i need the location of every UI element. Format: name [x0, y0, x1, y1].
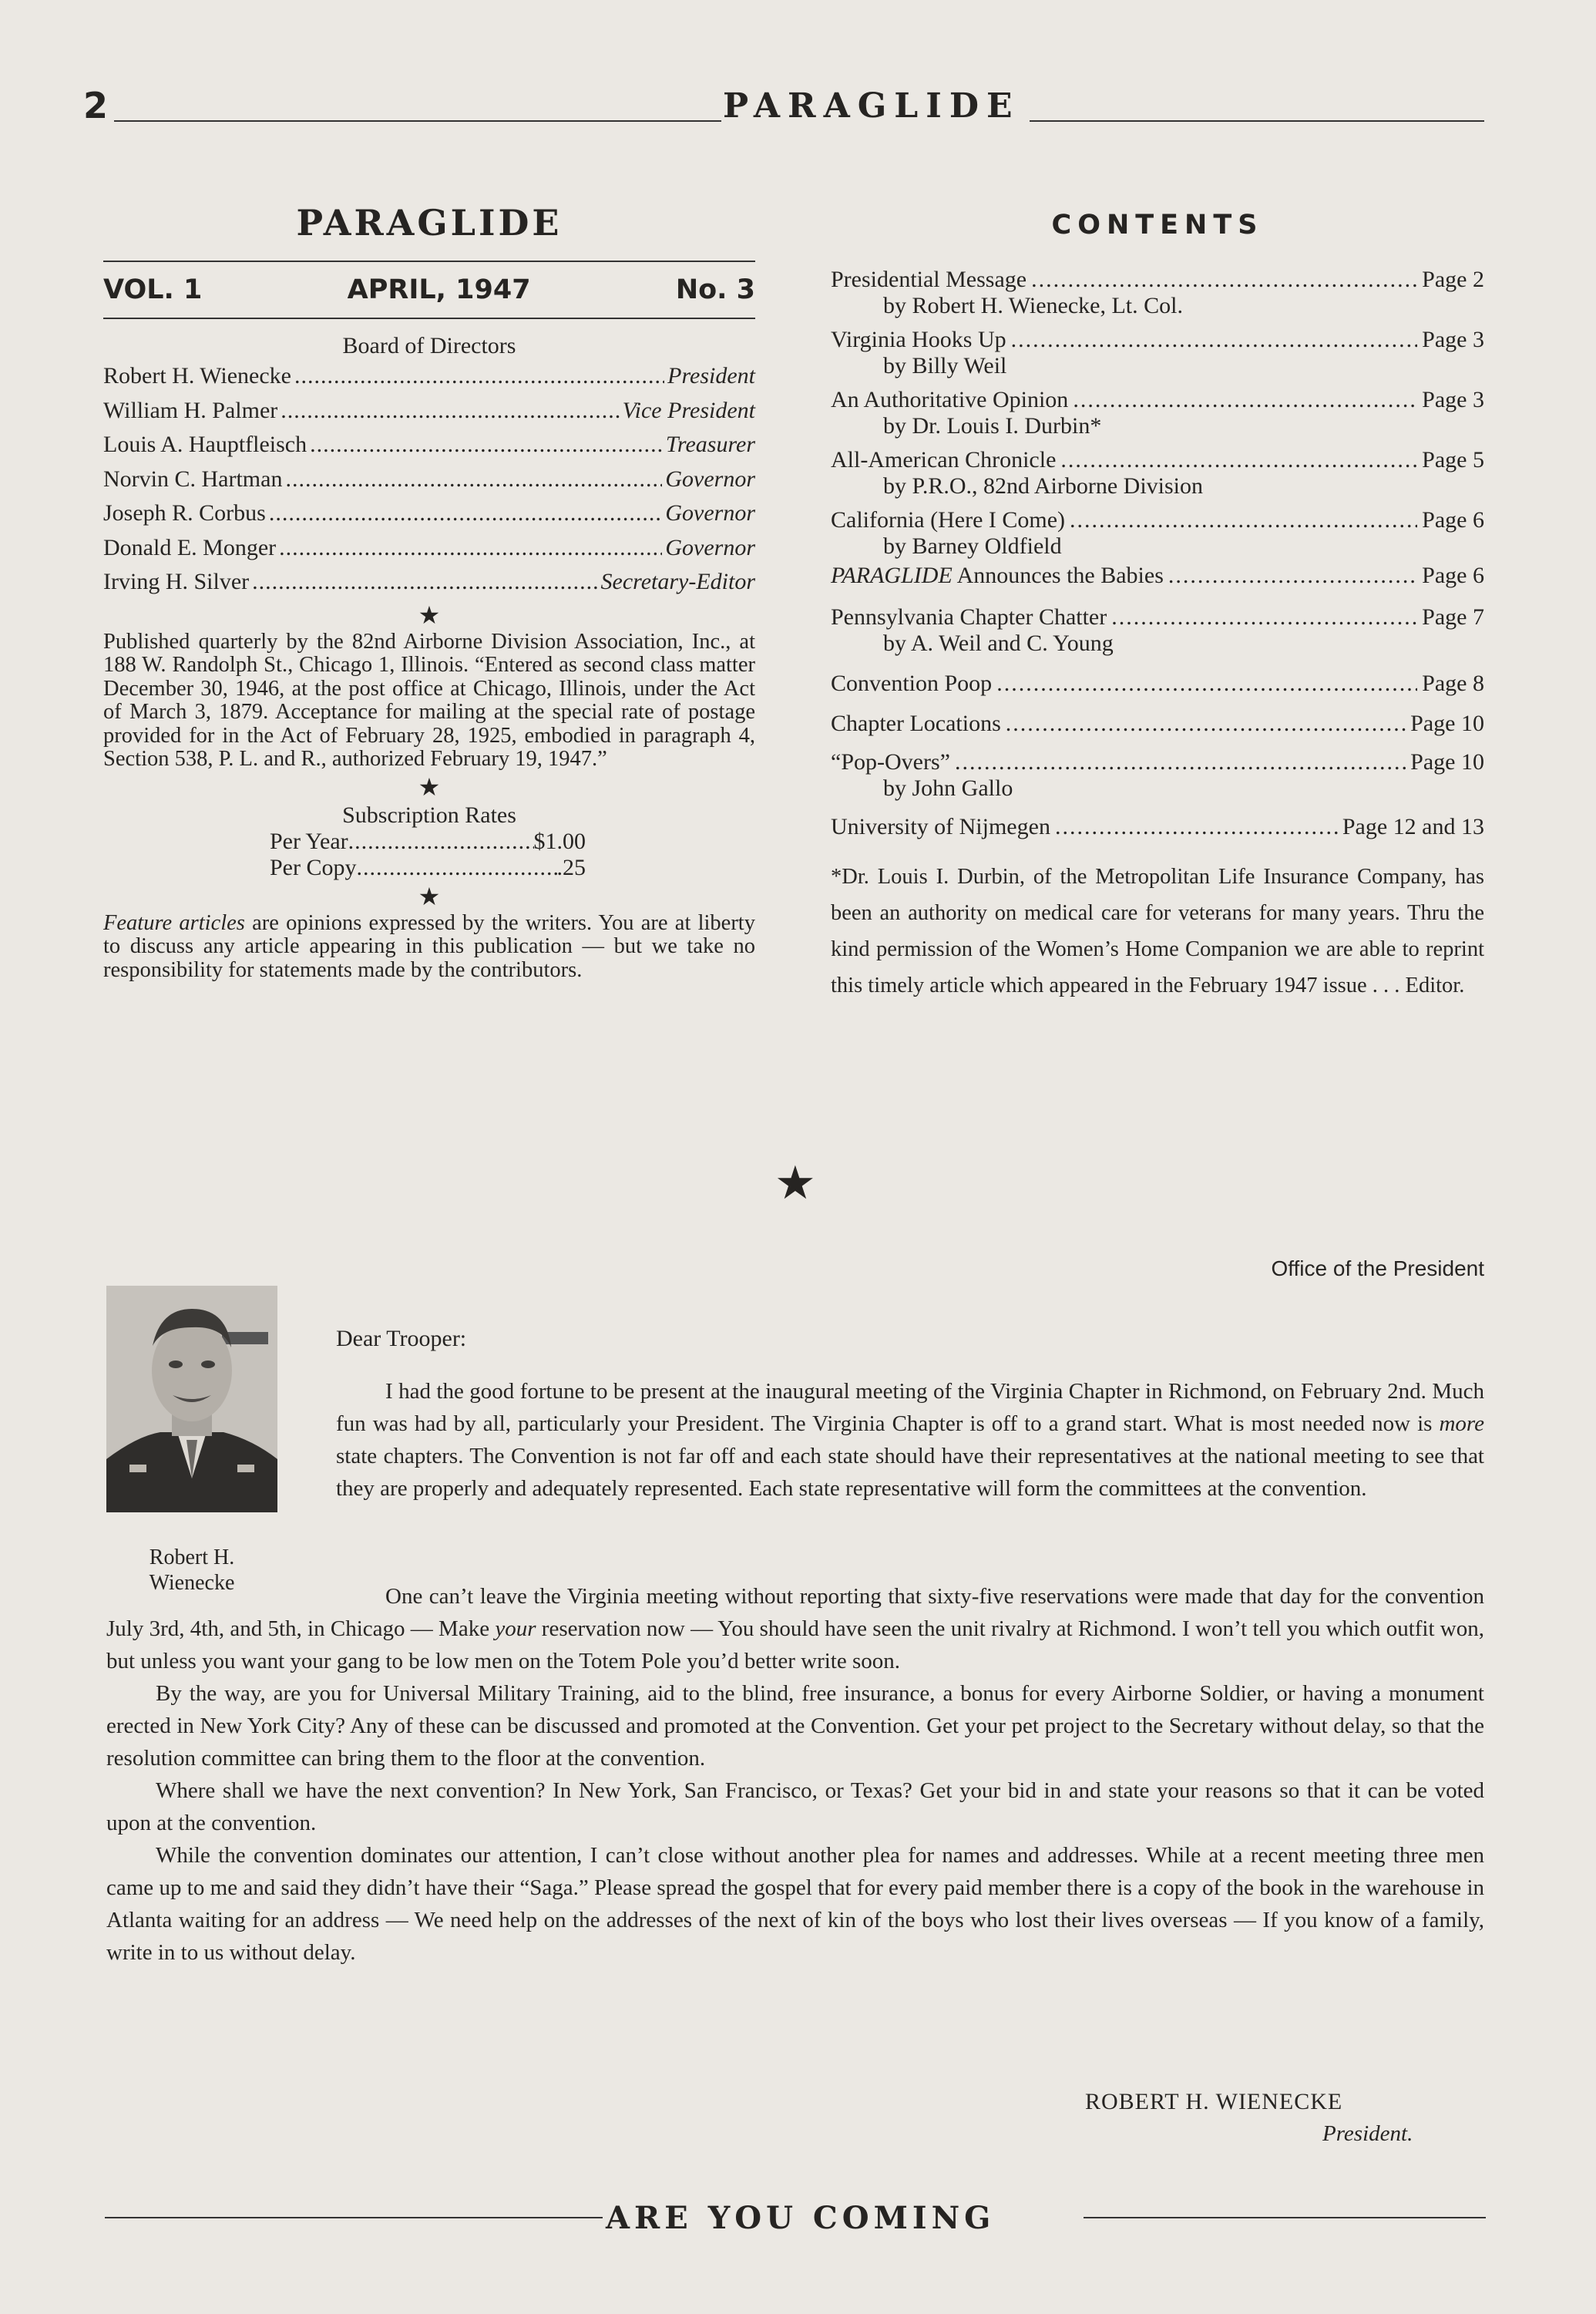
- toc-title: “Pop-Overs”: [831, 749, 950, 775]
- toc-page: Page 6: [1422, 563, 1484, 588]
- leader-dots: [996, 671, 1417, 697]
- leader-dots: [1111, 604, 1417, 631]
- contents-title: CONTENTS: [1051, 210, 1264, 240]
- star-icon: ★: [418, 882, 441, 910]
- toc-entry: [831, 604, 1484, 657]
- letter-paragraph: By the way, are you for Universal Military Training, aid to the blind, free insurance, a bonus for every Airborne Soldier, or having a monument erected in New York City? Any of these can be discussed and promoted at the Convention. Get your pet project to the Secretary without delay, so that the resolution committee can bring them to the floor at the convention.: [106, 1681, 1484, 1771]
- feature-disclaimer: [103, 912, 755, 983]
- leader-dots: [310, 428, 663, 462]
- page-number: 2: [83, 85, 109, 126]
- toc-entry: [831, 749, 1484, 802]
- footer-text: ARE YOU COMING: [606, 2200, 996, 2236]
- table-of-contents: [831, 210, 1484, 1004]
- toc-title: California (Here I Come): [831, 507, 1066, 533]
- toc-byline: by Robert H. Wienecke, Lt. Col.: [883, 293, 1183, 318]
- director-role: Treasurer: [665, 432, 755, 457]
- leader-dots: [1073, 387, 1417, 413]
- leader-dots: [348, 829, 534, 855]
- leader-dots: [285, 462, 662, 497]
- signature: ROBERT H. WIENECKE: [1085, 2089, 1343, 2114]
- leader-dots: [357, 855, 557, 881]
- subscription-label: Per Copy: [270, 854, 357, 880]
- toc-entry: [831, 507, 1484, 560]
- director-name: Robert H. Wienecke: [103, 363, 291, 388]
- director-row: [103, 531, 755, 566]
- toc-title: Presidential Message: [831, 267, 1027, 292]
- leader-dots: [252, 565, 597, 600]
- star-icon: ★: [418, 600, 441, 629]
- masthead: [103, 202, 755, 982]
- letter-paragraph: Where shall we have the next convention? In New York, San Francisco, or Texas? Get your bid in and state your reasons so that it can be voted upon at the convention.: [106, 1778, 1484, 1835]
- leader-dots: [269, 496, 662, 531]
- director-role: Secretary-Editor: [600, 569, 755, 594]
- letter-paragraph: While the convention dominates our attention, I can’t close without another plea for names and addresses. While at a recent meeting three men came up to me and said they didn’t have their “Saga.” Please spread the gospel that for every paid member there is a copy of the book in the warehouse in Atlanta waiting for an address — We need help on the addresses of the next of kin of the boys who lost their lives overseas — If you know of a family, write in to us without delay.: [106, 1843, 1484, 1965]
- director-row: [103, 496, 755, 531]
- toc-title: University of Nijmegen: [831, 814, 1050, 839]
- rule: [1030, 120, 1484, 122]
- emphasis: more: [1439, 1411, 1484, 1436]
- toc-entry: [831, 711, 1484, 737]
- board-heading: Board of Directors: [342, 333, 516, 358]
- toc-page: Page 6: [1422, 507, 1484, 533]
- director-row: [103, 462, 755, 497]
- toc-title: All-American Chronicle: [831, 447, 1057, 473]
- toc-page: Page 2: [1422, 267, 1484, 292]
- office-heading: Office of the President: [1271, 1256, 1484, 1280]
- masthead-title: PARAGLIDE: [296, 202, 563, 244]
- director-name: Louis A. Hauptfleisch: [103, 432, 307, 457]
- toc-title-rest: Announces the Babies: [952, 563, 1164, 588]
- leader-dots: [1168, 563, 1417, 589]
- toc-byline: by P.R.O., 82nd Airborne Division: [883, 473, 1204, 499]
- feature-text: are opinions expressed by the writers. You are at liberty to discuss any article appearing in this publication — but we take no responsibility for statements made by the contributors.: [103, 910, 755, 982]
- toc-entry: [831, 387, 1484, 439]
- leader-dots: [1055, 814, 1338, 840]
- toc-page: Page 8: [1422, 671, 1484, 696]
- contents-footnote: *Dr. Louis I. Durbin, of the Metropolitan Life Insurance Company, has been an authority on medical care for veterans for many years. Thru the kind permission of the Women’s Home Companion we are able to reprint this timely article which appeared in the February 1947 issue . . . Editor.: [831, 865, 1484, 997]
- toc-title: Pennsylvania Chapter Chatter: [831, 604, 1107, 630]
- director-row: [103, 394, 755, 429]
- leader-dots: [279, 531, 662, 566]
- toc-byline: by John Gallo: [883, 775, 1013, 801]
- leader-dots: [294, 359, 664, 394]
- toc-entry: [831, 814, 1484, 840]
- director-name: Norvin C. Hartman: [103, 466, 283, 492]
- toc-page: Page 10: [1410, 749, 1484, 775]
- toc-title: An Authoritative Opinion: [831, 387, 1069, 412]
- subscription-row: [270, 829, 586, 855]
- caption-line: Robert H.: [149, 1545, 235, 1569]
- paragraph-text: state chapters. The Convention is not far off and each state should have their representatives at the national meeting to see that they are properly and adequately represented. Each state representative will form the committees at the convention.: [336, 1444, 1484, 1501]
- director-row: [103, 565, 755, 600]
- leader-dots: [1060, 447, 1417, 473]
- author-photo: [106, 1286, 277, 1512]
- paragraph-text: reservation now — You should have seen the unit rivalry at Richmond. I won’t tell you which outfit won, but unless you want your gang to be low men on the Totem Pole you’d better write soon.: [106, 1616, 1484, 1673]
- toc-byline: by A. Weil and C. Young: [883, 631, 1114, 656]
- subscription-row: [270, 855, 586, 881]
- issue-number: No. 3: [675, 274, 755, 305]
- director-name: William H. Palmer: [103, 397, 278, 423]
- star-icon: ★: [418, 772, 441, 801]
- toc-title: Chapter Locations: [831, 711, 1001, 736]
- toc-entry: [831, 563, 1484, 589]
- director-role: Governor: [665, 466, 755, 492]
- leader-dots: [281, 394, 619, 429]
- rule: [1084, 2217, 1486, 2218]
- running-title: PARAGLIDE: [723, 86, 1020, 126]
- star-icon: ★: [774, 1158, 816, 1209]
- toc-page: Page 7: [1422, 604, 1484, 630]
- toc-page: Page 10: [1410, 711, 1484, 736]
- toc-page: Page 3: [1422, 327, 1484, 352]
- salutation: Dear Trooper:: [336, 1326, 467, 1351]
- paragraph-text: One can’t leave the Virginia meeting without reporting that sixty-five reservations were made that day for the convention July 3rd, 4th, and 5th, in Chicago — Make: [106, 1584, 1484, 1641]
- paragraph-text: I had the good fortune to be present at the inaugural meeting of the Virginia Chapter in Richmond, on February 2nd. Much fun was had by all, particularly your President. The Virginia Chapter is off to a grand start. What is most needed now is: [336, 1379, 1484, 1436]
- caption-line: Wienecke: [149, 1571, 235, 1595]
- director-name: Donald E. Monger: [103, 534, 277, 560]
- issue-date: APRIL, 1947: [347, 274, 531, 305]
- publication-note: Published quarterly by the 82nd Airborne Division Association, Inc., at 188 W. Randolph St., Chicago 1, Illinois. “Entered as second class matter December 30, 1946, at the post office at Chicago, Illinois, under the Act of March 3, 1879. Acceptance for mailing at the special rate of postage provided for in the Act of February 28, 1925, embodied in paragraph 4, Section 538, P. L. and R., authorized February 19, 1947.”: [103, 629, 755, 771]
- leader-dots: [1006, 711, 1406, 737]
- toc-title: Virginia Hooks Up: [831, 327, 1006, 352]
- toc-title-italic: PARAGLIDE: [831, 563, 953, 588]
- toc-page: Page 5: [1422, 447, 1484, 473]
- volume: VOL. 1: [103, 274, 203, 305]
- director-list: [103, 359, 755, 600]
- letter-paragraph: [336, 1375, 1484, 1505]
- letter-top: [336, 1326, 1484, 1505]
- leader-dots: [1031, 267, 1417, 293]
- director-role: Governor: [665, 534, 755, 560]
- director-role: Governor: [665, 500, 755, 526]
- toc-entry: [831, 671, 1484, 697]
- running-head: [83, 85, 1484, 131]
- signature-title: President.: [1322, 2121, 1413, 2146]
- subscription-heading: Subscription Rates: [342, 802, 516, 828]
- toc-byline: by Dr. Louis I. Durbin*: [883, 413, 1102, 439]
- toc-entry: [831, 327, 1484, 379]
- feature-lead: Feature articles: [103, 910, 245, 935]
- subscription-price: .25: [556, 854, 586, 880]
- leader-dots: [1070, 507, 1417, 533]
- director-row: [103, 359, 755, 394]
- leader-dots: [1011, 327, 1418, 353]
- toc-entry: [831, 447, 1484, 499]
- rule: [114, 120, 721, 122]
- toc-page: Page 3: [1422, 387, 1484, 412]
- subscription-label: Per Year: [270, 828, 348, 854]
- portrait-image: [106, 1286, 277, 1512]
- subscription-price: $1.00: [533, 828, 586, 854]
- issue-bar: [103, 261, 755, 319]
- director-name: Irving H. Silver: [103, 569, 250, 594]
- footer: [105, 2200, 1486, 2252]
- letter-bottom: [106, 1580, 1484, 1969]
- toc-entry: [831, 267, 1484, 319]
- letter-paragraph: [106, 1580, 1484, 1677]
- director-row: [103, 428, 755, 462]
- director-name: Joseph R. Corbus: [103, 500, 266, 526]
- toc-byline: by Billy Weil: [883, 353, 1007, 378]
- toc-byline: by Barney Oldfield: [883, 533, 1062, 559]
- leader-dots: [955, 749, 1406, 775]
- emphasis: your: [495, 1616, 536, 1641]
- toc-title: Convention Poop: [831, 671, 993, 696]
- toc-title: [831, 563, 1164, 589]
- rule: [105, 2217, 603, 2218]
- toc-page: Page 12 and 13: [1342, 814, 1484, 839]
- director-role: President: [667, 363, 755, 388]
- director-role: Vice President: [622, 397, 755, 423]
